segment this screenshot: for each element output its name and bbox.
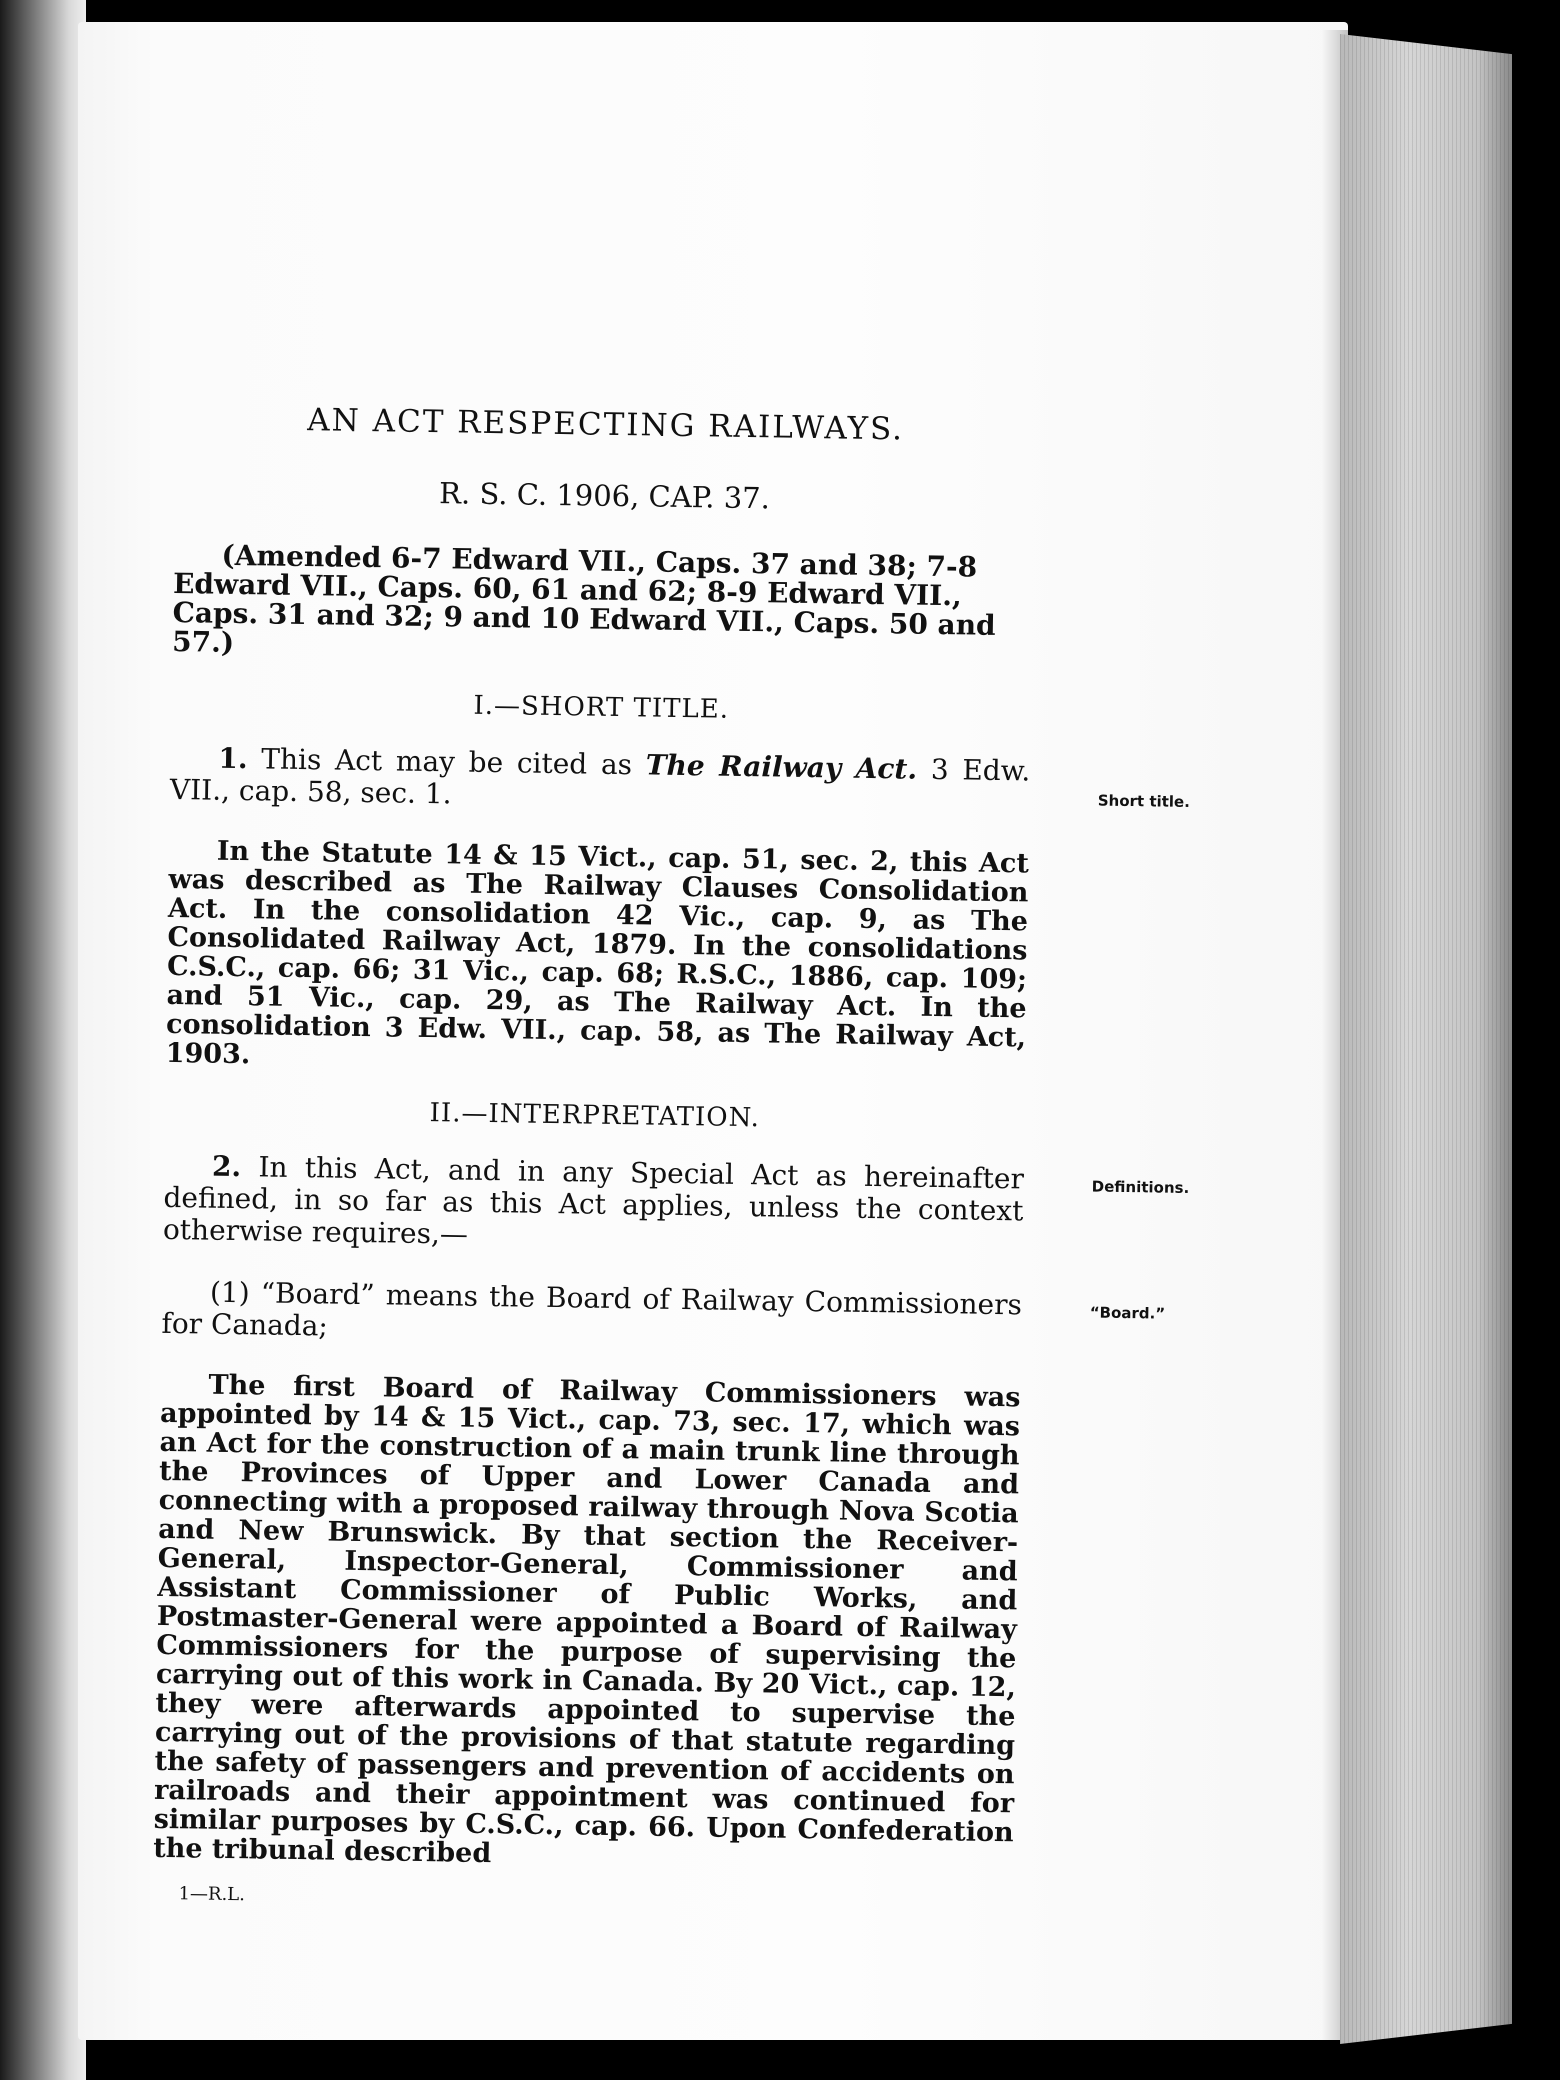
- section-heading-short-title: I.—SHORT TITLE.: [473, 690, 730, 725]
- book-page-edges: [1340, 34, 1512, 2044]
- board-history-note: The first Board of Railway Commissioners was appointed by 14 & 15 Vict., cap. 73, sec. 17, which was an Act for the construction of a main trunk line through the Provinces of Upper and Lower Canada and connecting with a proposed railway through Nova Scotia and New Brunswick. By that section the Receiver-General, Inspector-General, Commissioner and Assistant Commissioner of Public Works, and Postmaster-General were appointed a Board of Railway Commissioners for the purpose of supervising the carrying out of this work in Canada. By 20 Vict., cap. 12, they were afterwards appointed to supervise the carrying out of the provisions of that statute regarding the safety of passengers and prevention of accidents on railroads and their appointment was continued for similar purposes by C.S.C., cap. 66. Upon Confederation the tribunal described: [153, 1369, 1021, 1870]
- signature-mark: 1—R.L.: [178, 1883, 246, 1906]
- section-number: 2.: [211, 1149, 242, 1184]
- margin-note-board: “Board.”: [1089, 1303, 1166, 1323]
- left-page-edge: [0, 0, 86, 2080]
- section-heading-interpretation: II.—INTERPRETATION.: [429, 1098, 761, 1134]
- definition-board-text: (1) “Board” means the Board of Railway Commissioners for Canada;: [161, 1275, 1023, 1343]
- history-note: In the Statute 14 & 15 Vict., cap. 51, sec. 2, this Act was described as The Railway Clauses Consolidation Act. In the consolidation 42 Vic., cap. 9, as The Consolidated Railway Act, 1879. In the consolidations C.S.C., cap. 66; 31 Vic., cap. 68; R.S.C., 1886, cap. 109; and 51 Vic., cap. 29, as The Railway Act. In the consolidation 3 Edw. VII., cap. 58, as The Railway Act, 1903.: [165, 835, 1030, 1071]
- section-1-text-pre: This Act may be cited as: [261, 742, 633, 782]
- section-2: [162, 1149, 1190, 1259]
- margin-note-definitions: Definitions.: [1091, 1177, 1190, 1198]
- act-citation: R. S. C. 1906, CAP. 37.: [438, 476, 771, 516]
- section-2-text: In this Act, and in any Special Act as hereinafter defined, in so far as this Act applies, unless the context otherwise requires,—: [162, 1150, 1025, 1251]
- section-1: [169, 741, 1191, 820]
- section-1-italic-title: The Railway Act.: [645, 748, 918, 786]
- section-number: 1.: [218, 741, 248, 776]
- page-content: [152, 400, 1191, 1917]
- margin-note-short-title: Short title.: [1097, 791, 1191, 811]
- amendments-note: (Amended 6-7 Edward VII., Caps. 37 and 38; 7-8 Edward VII., Caps. 60, 61 and 62; 8-9 Edward VII., Caps. 31 and 32; 9 and 10 Edward VII., Caps. 50 and 57.): [171, 538, 996, 659]
- section-1-text-post: 3 Edw. VII., cap. 58, sec. 1.: [169, 752, 1031, 811]
- definition-board: [161, 1275, 1166, 1354]
- act-title: AN ACT RESPECTING RAILWAYS.: [306, 402, 905, 448]
